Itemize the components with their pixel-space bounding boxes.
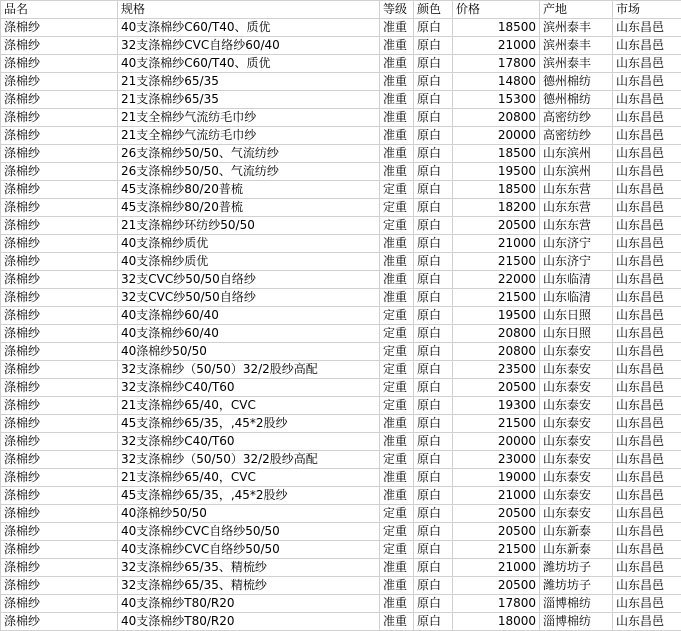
cell-color[interactable]: 原白 bbox=[414, 469, 453, 487]
cell-origin[interactable]: 潍坊坊子 bbox=[540, 577, 613, 595]
cell-grade[interactable]: 准重 bbox=[380, 163, 414, 181]
cell-spec[interactable]: 40支涤棉纱质优 bbox=[118, 235, 380, 253]
cell-price[interactable]: 20000 bbox=[453, 433, 540, 451]
table-row bbox=[1, 271, 681, 289]
table-row bbox=[1, 523, 681, 541]
cell-origin[interactable]: 山东泰安 bbox=[540, 469, 613, 487]
cell-origin[interactable]: 山东济宁 bbox=[540, 253, 613, 271]
cell-name[interactable]: 涤棉纱 bbox=[1, 469, 118, 487]
cell-name[interactable]: 涤棉纱 bbox=[1, 235, 118, 253]
cell-price[interactable]: 20500 bbox=[453, 505, 540, 523]
cell-spec[interactable]: 40支涤棉纱质优 bbox=[118, 253, 380, 271]
cell-name[interactable]: 涤棉纱 bbox=[1, 271, 118, 289]
cell-price[interactable]: 15300 bbox=[453, 91, 540, 109]
cell-market[interactable]: 山东昌邑 bbox=[613, 91, 681, 109]
cell-grade[interactable]: 定重 bbox=[380, 343, 414, 361]
cell-color[interactable]: 原白 bbox=[414, 451, 453, 469]
cell-origin[interactable]: 山东东营 bbox=[540, 217, 613, 235]
cell-origin[interactable]: 山东东营 bbox=[540, 181, 613, 199]
cell-color[interactable]: 原白 bbox=[414, 325, 453, 343]
cell-spec[interactable]: 40支涤棉纱CVC自络纱50/50 bbox=[118, 523, 380, 541]
cell-color[interactable]: 原白 bbox=[414, 415, 453, 433]
cell-grade[interactable]: 准重 bbox=[380, 37, 414, 55]
cell-color[interactable]: 原白 bbox=[414, 145, 453, 163]
cell-origin[interactable]: 山东泰安 bbox=[540, 487, 613, 505]
cell-grade[interactable]: 准重 bbox=[380, 127, 414, 145]
cell-market[interactable]: 山东昌邑 bbox=[613, 163, 681, 181]
cell-market[interactable]: 山东昌邑 bbox=[613, 415, 681, 433]
cell-grade[interactable]: 定重 bbox=[380, 217, 414, 235]
cell-origin[interactable]: 山东日照 bbox=[540, 325, 613, 343]
cell-name[interactable]: 涤棉纱 bbox=[1, 415, 118, 433]
table-row bbox=[1, 379, 681, 397]
cell-grade[interactable]: 准重 bbox=[380, 235, 414, 253]
cell-price[interactable]: 22000 bbox=[453, 271, 540, 289]
cell-name[interactable]: 涤棉纱 bbox=[1, 55, 118, 73]
cell-price[interactable]: 23000 bbox=[453, 451, 540, 469]
cell-origin[interactable]: 滨州泰丰 bbox=[540, 55, 613, 73]
cell-color[interactable]: 原白 bbox=[414, 199, 453, 217]
cell-market[interactable]: 山东昌邑 bbox=[613, 343, 681, 361]
table-row bbox=[1, 325, 681, 343]
cell-origin[interactable]: 山东滨州 bbox=[540, 163, 613, 181]
cell-origin[interactable]: 高密纺纱 bbox=[540, 127, 613, 145]
cell-price[interactable]: 21000 bbox=[453, 559, 540, 577]
cell-color[interactable]: 原白 bbox=[414, 91, 453, 109]
cell-name[interactable]: 涤棉纱 bbox=[1, 577, 118, 595]
cell-name[interactable]: 涤棉纱 bbox=[1, 109, 118, 127]
table-row bbox=[1, 595, 681, 613]
cell-market[interactable]: 山东昌邑 bbox=[613, 595, 681, 613]
cell-grade[interactable]: 准重 bbox=[380, 91, 414, 109]
cell-grade[interactable]: 准重 bbox=[380, 109, 414, 127]
cell-spec[interactable]: 32支CVC纱50/50自络纱 bbox=[118, 289, 380, 307]
cell-market[interactable]: 山东昌邑 bbox=[613, 289, 681, 307]
cell-market[interactable]: 山东昌邑 bbox=[613, 379, 681, 397]
cell-market[interactable]: 山东昌邑 bbox=[613, 235, 681, 253]
cell-price[interactable]: 19500 bbox=[453, 307, 540, 325]
cell-market[interactable]: 山东昌邑 bbox=[613, 55, 681, 73]
table-row bbox=[1, 343, 681, 361]
cell-price[interactable]: 20500 bbox=[453, 577, 540, 595]
table-row bbox=[1, 289, 681, 307]
cell-color[interactable]: 原白 bbox=[414, 343, 453, 361]
header-price[interactable]: 价格 bbox=[453, 1, 540, 19]
cell-color[interactable]: 原白 bbox=[414, 109, 453, 127]
table-row bbox=[1, 37, 681, 55]
cell-name[interactable]: 涤棉纱 bbox=[1, 361, 118, 379]
cell-spec[interactable]: 21支涤棉纱环纺纱50/50 bbox=[118, 217, 380, 235]
cell-color[interactable]: 原白 bbox=[414, 163, 453, 181]
cell-color[interactable]: 原白 bbox=[414, 307, 453, 325]
cell-price[interactable]: 19000 bbox=[453, 469, 540, 487]
header-color[interactable]: 颜色 bbox=[414, 1, 453, 19]
table-row bbox=[1, 361, 681, 379]
cell-grade[interactable]: 准重 bbox=[380, 595, 414, 613]
cell-origin[interactable]: 德州棉纺 bbox=[540, 73, 613, 91]
cell-spec[interactable]: 40支涤棉纱CVC自络纱50/50 bbox=[118, 541, 380, 559]
cell-name[interactable]: 涤棉纱 bbox=[1, 199, 118, 217]
cell-grade[interactable]: 定重 bbox=[380, 361, 414, 379]
table-row bbox=[1, 487, 681, 505]
header-origin[interactable]: 产地 bbox=[540, 1, 613, 19]
cell-price[interactable]: 14800 bbox=[453, 73, 540, 91]
cell-market[interactable]: 山东昌邑 bbox=[613, 613, 681, 631]
cell-origin[interactable]: 山东泰安 bbox=[540, 343, 613, 361]
cell-price[interactable]: 21500 bbox=[453, 415, 540, 433]
cell-price[interactable]: 20500 bbox=[453, 379, 540, 397]
table-row bbox=[1, 541, 681, 559]
cell-market[interactable]: 山东昌邑 bbox=[613, 559, 681, 577]
cell-color[interactable]: 原白 bbox=[414, 505, 453, 523]
cell-grade[interactable]: 准重 bbox=[380, 469, 414, 487]
cell-market[interactable]: 山东昌邑 bbox=[613, 577, 681, 595]
cell-grade[interactable]: 准重 bbox=[380, 613, 414, 631]
cell-name[interactable]: 涤棉纱 bbox=[1, 379, 118, 397]
cell-color[interactable]: 原白 bbox=[414, 577, 453, 595]
cell-price[interactable]: 18500 bbox=[453, 145, 540, 163]
table-row bbox=[1, 73, 681, 91]
cell-price[interactable]: 20800 bbox=[453, 343, 540, 361]
cell-market[interactable]: 山东昌邑 bbox=[613, 433, 681, 451]
cell-color[interactable]: 原白 bbox=[414, 217, 453, 235]
cell-color[interactable]: 原白 bbox=[414, 37, 453, 55]
cell-color[interactable]: 原白 bbox=[414, 181, 453, 199]
cell-market[interactable]: 山东昌邑 bbox=[613, 37, 681, 55]
cell-grade[interactable]: 定重 bbox=[380, 379, 414, 397]
cell-name[interactable]: 涤棉纱 bbox=[1, 73, 118, 91]
cell-spec[interactable]: 40支涤棉纱T80/R20 bbox=[118, 613, 380, 631]
cell-spec[interactable]: 45支涤棉纱80/20普梳 bbox=[118, 181, 380, 199]
cell-name[interactable]: 涤棉纱 bbox=[1, 145, 118, 163]
cell-price[interactable]: 20800 bbox=[453, 325, 540, 343]
table-row bbox=[1, 433, 681, 451]
cell-origin[interactable]: 山东泰安 bbox=[540, 505, 613, 523]
cell-price[interactable]: 23500 bbox=[453, 361, 540, 379]
header-grade[interactable]: 等级 bbox=[380, 1, 414, 19]
cell-spec[interactable]: 40支涤棉纱C60/T40、质优 bbox=[118, 55, 380, 73]
cell-name[interactable]: 涤棉纱 bbox=[1, 397, 118, 415]
cell-market[interactable]: 山东昌邑 bbox=[613, 505, 681, 523]
cell-spec[interactable]: 21支涤棉纱65/35 bbox=[118, 91, 380, 109]
cell-spec[interactable]: 45支涤棉纱65/35，,45*2股纱 bbox=[118, 487, 380, 505]
cell-origin[interactable]: 淄博棉纺 bbox=[540, 613, 613, 631]
cell-spec[interactable]: 32支CVC纱50/50自络纱 bbox=[118, 271, 380, 289]
cell-market[interactable]: 山东昌邑 bbox=[613, 487, 681, 505]
cell-price[interactable]: 20000 bbox=[453, 127, 540, 145]
table-row bbox=[1, 235, 681, 253]
cell-color[interactable]: 原白 bbox=[414, 487, 453, 505]
cell-grade[interactable]: 准重 bbox=[380, 289, 414, 307]
table-row bbox=[1, 199, 681, 217]
table-row bbox=[1, 505, 681, 523]
cell-market[interactable]: 山东昌邑 bbox=[613, 541, 681, 559]
cell-spec[interactable]: 21支全棉纱气流纺毛巾纱 bbox=[118, 109, 380, 127]
cell-name[interactable]: 涤棉纱 bbox=[1, 289, 118, 307]
cell-spec[interactable]: 26支涤棉纱50/50、气流纺纱 bbox=[118, 163, 380, 181]
cell-grade[interactable]: 准重 bbox=[380, 271, 414, 289]
cell-price[interactable]: 17800 bbox=[453, 55, 540, 73]
cell-origin[interactable]: 山东滨州 bbox=[540, 145, 613, 163]
cell-price[interactable]: 19300 bbox=[453, 397, 540, 415]
cell-origin[interactable]: 淄博棉纺 bbox=[540, 595, 613, 613]
cell-grade[interactable]: 准重 bbox=[380, 487, 414, 505]
table-row bbox=[1, 415, 681, 433]
cell-origin[interactable]: 山东新泰 bbox=[540, 541, 613, 559]
cell-price[interactable]: 21000 bbox=[453, 235, 540, 253]
cell-grade[interactable]: 准重 bbox=[380, 253, 414, 271]
cell-spec[interactable]: 21支涤棉纱65/40，CVC bbox=[118, 397, 380, 415]
cell-spec[interactable]: 32支涤棉纱65/35、精梳纱 bbox=[118, 559, 380, 577]
cell-market[interactable]: 山东昌邑 bbox=[613, 469, 681, 487]
cell-spec[interactable]: 45支涤棉纱65/35，,45*2股纱 bbox=[118, 415, 380, 433]
cell-market[interactable]: 山东昌邑 bbox=[613, 325, 681, 343]
cell-price[interactable]: 17800 bbox=[453, 595, 540, 613]
cell-market[interactable]: 山东昌邑 bbox=[613, 109, 681, 127]
cell-grade[interactable]: 准重 bbox=[380, 415, 414, 433]
cell-name[interactable]: 涤棉纱 bbox=[1, 307, 118, 325]
cell-color[interactable]: 原白 bbox=[414, 559, 453, 577]
table-row bbox=[1, 19, 681, 37]
header-name[interactable]: 品名 bbox=[1, 1, 118, 19]
table-row bbox=[1, 577, 681, 595]
cell-spec[interactable]: 40涤棉纱50/50 bbox=[118, 505, 380, 523]
cell-market[interactable]: 山东昌邑 bbox=[613, 73, 681, 91]
cell-spec[interactable]: 21支全棉纱气流纺毛巾纱 bbox=[118, 127, 380, 145]
cell-price[interactable]: 18200 bbox=[453, 199, 540, 217]
cell-origin[interactable]: 山东日照 bbox=[540, 307, 613, 325]
cell-spec[interactable]: 32支涤棉纱（50/50）32/2股纱高配 bbox=[118, 451, 380, 469]
cell-name[interactable]: 涤棉纱 bbox=[1, 613, 118, 631]
cell-name[interactable]: 涤棉纱 bbox=[1, 163, 118, 181]
cell-origin[interactable]: 山东泰安 bbox=[540, 433, 613, 451]
cell-color[interactable]: 原白 bbox=[414, 253, 453, 271]
cell-grade[interactable]: 定重 bbox=[380, 505, 414, 523]
cell-color[interactable]: 原白 bbox=[414, 271, 453, 289]
cell-origin[interactable]: 滨州泰丰 bbox=[540, 37, 613, 55]
cell-name[interactable]: 涤棉纱 bbox=[1, 217, 118, 235]
cell-market[interactable]: 山东昌邑 bbox=[613, 397, 681, 415]
cell-color[interactable]: 原白 bbox=[414, 541, 453, 559]
cell-origin[interactable]: 山东临清 bbox=[540, 271, 613, 289]
table-row bbox=[1, 559, 681, 577]
cell-color[interactable]: 原白 bbox=[414, 235, 453, 253]
cell-color[interactable]: 原白 bbox=[414, 73, 453, 91]
cell-origin[interactable]: 山东泰安 bbox=[540, 451, 613, 469]
cell-color[interactable]: 原白 bbox=[414, 523, 453, 541]
table-row bbox=[1, 91, 681, 109]
cell-price[interactable]: 18500 bbox=[453, 19, 540, 37]
cell-spec[interactable]: 21支涤棉纱65/35 bbox=[118, 73, 380, 91]
table-row bbox=[1, 109, 681, 127]
table-row bbox=[1, 307, 681, 325]
cell-price[interactable]: 21500 bbox=[453, 289, 540, 307]
cell-price[interactable]: 21500 bbox=[453, 541, 540, 559]
cell-price[interactable]: 20500 bbox=[453, 523, 540, 541]
cell-market[interactable]: 山东昌邑 bbox=[613, 271, 681, 289]
cell-origin[interactable]: 潍坊坊子 bbox=[540, 559, 613, 577]
cell-grade[interactable]: 准重 bbox=[380, 19, 414, 37]
cell-origin[interactable]: 山东临清 bbox=[540, 289, 613, 307]
cell-name[interactable]: 涤棉纱 bbox=[1, 451, 118, 469]
cell-grade[interactable]: 定重 bbox=[380, 181, 414, 199]
cell-market[interactable]: 山东昌邑 bbox=[613, 19, 681, 37]
table-row bbox=[1, 127, 681, 145]
cell-origin[interactable]: 山东泰安 bbox=[540, 379, 613, 397]
cell-origin[interactable]: 山东新泰 bbox=[540, 523, 613, 541]
table-row bbox=[1, 613, 681, 631]
table-row bbox=[1, 253, 681, 271]
cell-origin[interactable]: 德州棉纺 bbox=[540, 91, 613, 109]
cell-grade[interactable]: 定重 bbox=[380, 307, 414, 325]
cell-spec[interactable]: 32支涤棉纱65/35、精梳纱 bbox=[118, 577, 380, 595]
cell-market[interactable]: 山东昌邑 bbox=[613, 217, 681, 235]
cell-price[interactable]: 20500 bbox=[453, 217, 540, 235]
cell-origin[interactable]: 高密纺纱 bbox=[540, 109, 613, 127]
cell-spec[interactable]: 32支涤棉纱C40/T60 bbox=[118, 433, 380, 451]
cell-color[interactable]: 原白 bbox=[414, 361, 453, 379]
cell-color[interactable]: 原白 bbox=[414, 55, 453, 73]
cell-color[interactable]: 原白 bbox=[414, 289, 453, 307]
cell-spec[interactable]: 40支涤棉纱60/40 bbox=[118, 307, 380, 325]
cell-origin[interactable]: 滨州泰丰 bbox=[540, 19, 613, 37]
cell-grade[interactable]: 准重 bbox=[380, 559, 414, 577]
cell-grade[interactable]: 准重 bbox=[380, 55, 414, 73]
cell-market[interactable]: 山东昌邑 bbox=[613, 361, 681, 379]
cell-spec[interactable]: 21支涤棉纱65/40，CVC bbox=[118, 469, 380, 487]
cell-name[interactable]: 涤棉纱 bbox=[1, 595, 118, 613]
cell-color[interactable]: 原白 bbox=[414, 127, 453, 145]
cell-market[interactable]: 山东昌邑 bbox=[613, 253, 681, 271]
cell-spec[interactable]: 32支涤棉纱（50/50）32/2股纱高配 bbox=[118, 361, 380, 379]
cell-name[interactable]: 涤棉纱 bbox=[1, 487, 118, 505]
table-row bbox=[1, 55, 681, 73]
cell-name[interactable]: 涤棉纱 bbox=[1, 253, 118, 271]
cell-price[interactable]: 21500 bbox=[453, 253, 540, 271]
cell-market[interactable]: 山东昌邑 bbox=[613, 451, 681, 469]
table-row bbox=[1, 397, 681, 415]
cell-name[interactable]: 涤棉纱 bbox=[1, 559, 118, 577]
cell-price[interactable]: 18500 bbox=[453, 181, 540, 199]
cell-name[interactable]: 涤棉纱 bbox=[1, 91, 118, 109]
cell-color[interactable]: 原白 bbox=[414, 595, 453, 613]
cell-color[interactable]: 原白 bbox=[414, 379, 453, 397]
cell-grade[interactable]: 定重 bbox=[380, 451, 414, 469]
cell-origin[interactable]: 山东东营 bbox=[540, 199, 613, 217]
cell-spec[interactable]: 40支涤棉纱T80/R20 bbox=[118, 595, 380, 613]
cell-name[interactable]: 涤棉纱 bbox=[1, 127, 118, 145]
cell-name[interactable]: 涤棉纱 bbox=[1, 325, 118, 343]
cell-grade[interactable]: 定重 bbox=[380, 541, 414, 559]
cell-name[interactable]: 涤棉纱 bbox=[1, 343, 118, 361]
table-row bbox=[1, 145, 681, 163]
cell-price[interactable]: 19500 bbox=[453, 163, 540, 181]
cell-spec[interactable]: 40涤棉纱50/50 bbox=[118, 343, 380, 361]
cell-origin[interactable]: 山东泰安 bbox=[540, 361, 613, 379]
cell-market[interactable]: 山东昌邑 bbox=[613, 145, 681, 163]
table-row bbox=[1, 451, 681, 469]
cell-name[interactable]: 涤棉纱 bbox=[1, 505, 118, 523]
header-market[interactable]: 市场 bbox=[613, 1, 681, 19]
cell-grade[interactable]: 准重 bbox=[380, 145, 414, 163]
cell-color[interactable]: 原白 bbox=[414, 433, 453, 451]
cell-spec[interactable]: 32支涤棉纱CVC自络纱60/40 bbox=[118, 37, 380, 55]
cell-color[interactable]: 原白 bbox=[414, 613, 453, 631]
cell-spec[interactable]: 45支涤棉纱80/20普梳 bbox=[118, 199, 380, 217]
cell-name[interactable]: 涤棉纱 bbox=[1, 181, 118, 199]
cell-grade[interactable]: 定重 bbox=[380, 397, 414, 415]
cell-name[interactable]: 涤棉纱 bbox=[1, 19, 118, 37]
cell-origin[interactable]: 山东泰安 bbox=[540, 415, 613, 433]
cell-price[interactable]: 18000 bbox=[453, 613, 540, 631]
cell-spec[interactable]: 40支涤棉纱60/40 bbox=[118, 325, 380, 343]
cell-grade[interactable]: 准重 bbox=[380, 73, 414, 91]
cell-origin[interactable]: 山东泰安 bbox=[540, 397, 613, 415]
cell-name[interactable]: 涤棉纱 bbox=[1, 541, 118, 559]
cell-market[interactable]: 山东昌邑 bbox=[613, 181, 681, 199]
cell-price[interactable]: 21000 bbox=[453, 487, 540, 505]
cell-market[interactable]: 山东昌邑 bbox=[613, 307, 681, 325]
cell-grade[interactable]: 准重 bbox=[380, 433, 414, 451]
cell-name[interactable]: 涤棉纱 bbox=[1, 37, 118, 55]
cell-name[interactable]: 涤棉纱 bbox=[1, 523, 118, 541]
cell-color[interactable]: 原白 bbox=[414, 19, 453, 37]
cell-grade[interactable]: 定重 bbox=[380, 199, 414, 217]
cell-spec[interactable]: 40支涤棉纱C60/T40、质优 bbox=[118, 19, 380, 37]
cell-price[interactable]: 21000 bbox=[453, 37, 540, 55]
table-row bbox=[1, 469, 681, 487]
cell-origin[interactable]: 山东济宁 bbox=[540, 235, 613, 253]
cell-grade[interactable]: 定重 bbox=[380, 325, 414, 343]
header-spec[interactable]: 规格 bbox=[118, 1, 380, 19]
cell-market[interactable]: 山东昌邑 bbox=[613, 523, 681, 541]
cell-grade[interactable]: 定重 bbox=[380, 523, 414, 541]
header-row bbox=[1, 1, 681, 19]
table-row bbox=[1, 181, 681, 199]
cell-price[interactable]: 20800 bbox=[453, 109, 540, 127]
cell-market[interactable]: 山东昌邑 bbox=[613, 199, 681, 217]
table-row bbox=[1, 217, 681, 235]
cell-spec[interactable]: 26支涤棉纱50/50、气流纺纱 bbox=[118, 145, 380, 163]
cell-grade[interactable]: 准重 bbox=[380, 577, 414, 595]
cell-market[interactable]: 山东昌邑 bbox=[613, 127, 681, 145]
cell-color[interactable]: 原白 bbox=[414, 397, 453, 415]
table-row bbox=[1, 163, 681, 181]
cell-name[interactable]: 涤棉纱 bbox=[1, 433, 118, 451]
cell-spec[interactable]: 32支涤棉纱C40/T60 bbox=[118, 379, 380, 397]
